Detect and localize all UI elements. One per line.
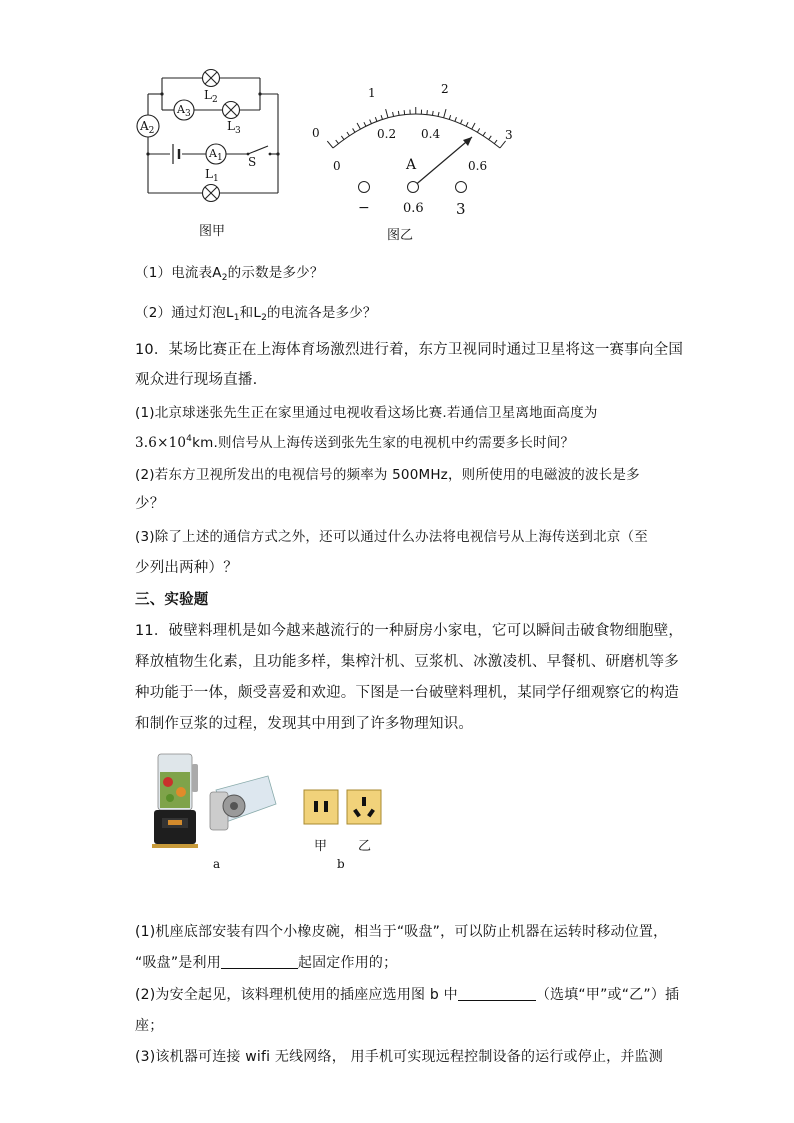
- socket-two-prong: [303, 789, 339, 825]
- dial-tick: [393, 112, 394, 116]
- socket-three-prong: [346, 789, 382, 825]
- dial-tick: [449, 115, 450, 119]
- dial-unit: A: [406, 157, 417, 173]
- question-11-1-line-1: (1)机座底部安装有四个小橡皮碗，相当于“吸盘”，可以防止机器在运转时移动位置，: [135, 924, 668, 940]
- question-11-line-3: 种功能于一体，颇受喜爱和欢迎。下图是一台破壁料理机，某同学仔细观察它的构造: [135, 685, 679, 701]
- label-a2: $A_2$: [140, 119, 155, 136]
- answer-blank-suction[interactable]: [221, 954, 298, 969]
- dial-tick: [375, 117, 377, 121]
- dial-tick: [500, 141, 506, 148]
- question-10-3-line-1: (3)除了上述的通信方式之外，还可以通过什么办法将电视信号从上海传送到北京（至: [135, 529, 648, 545]
- top-scale-2: 2: [441, 82, 449, 96]
- top-scale-3: 3: [505, 128, 513, 142]
- dial-tick: [460, 120, 462, 124]
- dial-tick: [489, 136, 492, 140]
- answer-blank-socket[interactable]: [458, 986, 536, 1001]
- top-scale-0: 0: [312, 126, 320, 140]
- dial-tick: [336, 140, 339, 144]
- dial-tick: [341, 136, 344, 140]
- question-10-1-line-2: $3.6\times 10^4km$.则信号从上海传送到张先生家的电视机中约需要多长时间？: [135, 434, 575, 451]
- question-10-1-line-1: (1)北京球迷张先生正在家里通过电视收看这场比赛.若通信卫星离地面高度为: [135, 405, 598, 421]
- label-a1: $A_1$: [209, 147, 223, 163]
- dial-tick: [438, 112, 439, 116]
- dial-tick: [386, 109, 388, 118]
- label-l1: $L_1$: [205, 167, 219, 184]
- bottom-scale-0-6: 0.6: [468, 159, 488, 173]
- socket-label-yi: 乙: [358, 839, 372, 854]
- blender-image: [148, 752, 282, 852]
- terminal-0-6: [408, 182, 419, 193]
- question-11-2-line-2: 座；: [135, 1018, 164, 1034]
- circuit-diagram-jia: [130, 62, 290, 222]
- lamp-l3: [223, 102, 240, 119]
- dial-tick: [347, 132, 349, 136]
- label-l2: $L_2$: [204, 88, 218, 105]
- question-11-line-2: 释放植物生化素，且功能多样，集榨汁机、豆浆机、冰激凌机、早餐机、研磨机等多: [135, 654, 679, 670]
- question-9-1: （1）电流表$A_2$的示数是多少？: [135, 265, 324, 283]
- dial-tick: [444, 109, 446, 118]
- socket-label-jia: 甲: [314, 839, 328, 854]
- figure-label-a: a: [213, 857, 221, 871]
- caption-jia: 图甲: [199, 224, 226, 239]
- figure-label-b: b: [337, 857, 345, 871]
- dial-arc: [333, 114, 500, 148]
- dial-tick: [357, 123, 360, 129]
- lamp-l1: [203, 185, 220, 202]
- bottom-scale-0: 0: [333, 159, 341, 173]
- question-10-2-line-2: 少？: [135, 496, 165, 512]
- terminal-negative: [359, 182, 370, 193]
- question-10-line-1: 10．某场比赛正在上海体育场激烈进行着，东方卫视同时通过卫星将这一赛事向全国: [135, 342, 684, 358]
- terminal-label-0-6: 0.6: [403, 201, 424, 216]
- section-heading-experiment: 三、实验题: [135, 592, 209, 608]
- question-11-line-4: 和制作豆浆的过程，发现其中用到了许多物理知识。: [135, 716, 474, 732]
- dial-tick: [472, 123, 475, 129]
- question-10-3-line-2: 少列出两种）？: [135, 560, 238, 576]
- bottom-scale-0-4: 0.4: [421, 127, 441, 141]
- bottom-scale-0-2: 0.2: [377, 127, 397, 141]
- dial-tick: [455, 117, 457, 121]
- question-9-2: （2）通过灯泡$L_1$和$L_2$的电流各是多少？: [135, 305, 377, 323]
- label-l3: $L_3$: [227, 119, 241, 136]
- terminal-3: [456, 182, 467, 193]
- label-a3: $A_3$: [177, 103, 191, 119]
- ammeter-dial: [300, 70, 530, 220]
- dial-tick: [327, 141, 333, 148]
- dial-tick: [432, 111, 433, 115]
- question-11-line-1: 11．破壁料理机是如今越来越流行的一种厨房小家电，它可以瞬间击破食物细胞壁，: [135, 623, 684, 639]
- top-scale-1: 1: [368, 86, 376, 100]
- lamp-l2: [203, 70, 220, 87]
- question-11-2-line-1: (2)为安全起见，该料理机使用的插座应选用图 b 中 （选填“甲”或“乙”）插: [135, 987, 680, 1003]
- dial-tick: [466, 122, 468, 126]
- question-11-1-line-2: “吸盘”是利用 起固定作用的；: [135, 955, 398, 971]
- dial-tick: [483, 132, 485, 136]
- label-s: S: [248, 155, 257, 169]
- terminal-label-negative: −: [358, 200, 370, 216]
- dial-tick: [477, 128, 479, 132]
- question-10-line-2: 观众进行现场直播.: [135, 372, 258, 388]
- caption-yi: 图乙: [387, 228, 414, 243]
- terminal-label-3: 3: [456, 200, 466, 218]
- dial-tick: [494, 140, 497, 144]
- dial-tick: [398, 111, 399, 115]
- dial-needle: [413, 137, 472, 187]
- question-10-2-line-1: (2)若东方卫视所发出的电视信号的频率为 500MHz，则所使用的电磁波的波长是多: [135, 467, 640, 483]
- dial-tick: [353, 128, 355, 132]
- dial-tick: [364, 122, 366, 126]
- question-11-3-line-1: (3)该机器可连接 wifi 无线网络， 用手机可实现远程控制设备的运行或停止，并监测: [135, 1049, 663, 1065]
- dial-tick: [381, 115, 382, 119]
- dial-tick: [370, 120, 372, 124]
